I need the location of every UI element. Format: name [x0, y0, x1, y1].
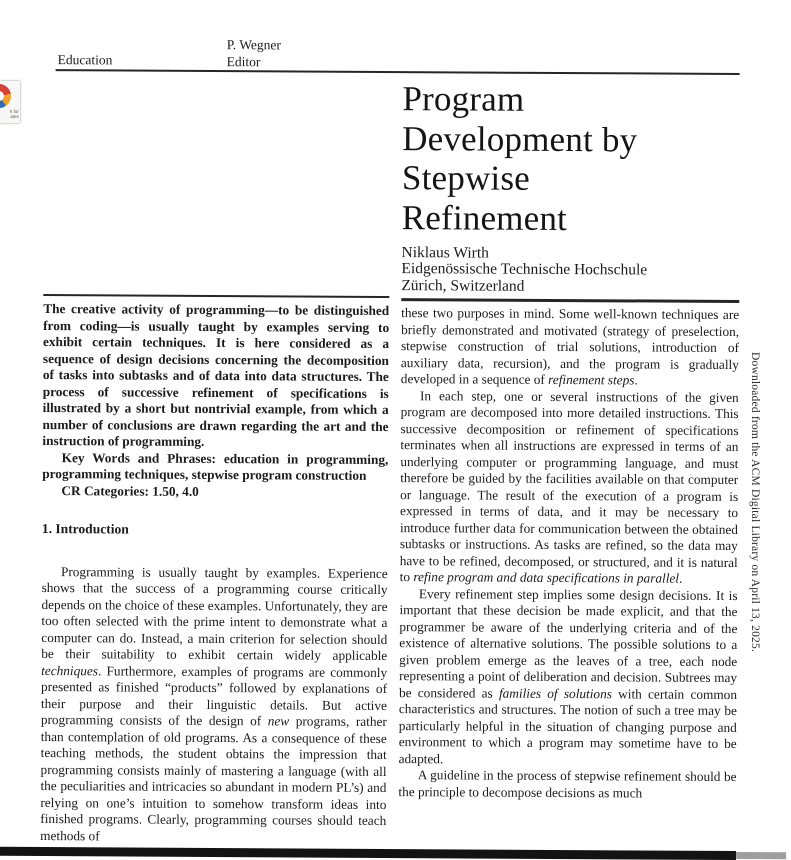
- text-segment: refine program and data specifications in parallel: [413, 569, 680, 586]
- left-column: [40, 301, 389, 846]
- crossmark-label-line-1: k for: [10, 109, 19, 115]
- crossmark-label-line-2: ates: [10, 114, 19, 120]
- article-title: [402, 79, 743, 239]
- text-segment: with certain common characteristics and structures. The notion of such a tree may be particularly helpful in the situation of changing purpose and environment to which a program may sometime have to be adapted.: [398, 685, 738, 766]
- text-segment: . Furthermore, examples of programs are commonly presented as finished “products” followed by explanations of their purpose and their linguistic details. But active programming consists of the design of: [40, 662, 388, 729]
- section-label: Education: [57, 52, 113, 68]
- left-column-rule: [43, 294, 389, 298]
- crossmark-logo-icon: [0, 84, 11, 108]
- text-segment: Key Words and Phrases: education in programming, programming techniques, stepwise program construction: [42, 449, 389, 483]
- title-line: Development by: [402, 118, 638, 159]
- affiliation-line-2: Zürich, Switzerland: [401, 276, 525, 295]
- paragraph: [40, 564, 388, 846]
- paragraph: [42, 450, 388, 485]
- text-segment: new: [267, 713, 290, 729]
- text-segment: A guideline in the process of stepwise refinement should be the principle to decompose decisions as much: [398, 767, 737, 800]
- editor-title: Editor: [226, 54, 261, 70]
- paragraph: [401, 305, 739, 389]
- page-bottom-edge: [0, 847, 736, 860]
- header-rule: [56, 69, 740, 75]
- crossmark-label: [10, 110, 19, 120]
- next-page-edge: [736, 852, 786, 859]
- right-column-rule: [401, 298, 739, 303]
- editor-block: [227, 36, 281, 70]
- editor-name: P. Wegner: [226, 37, 281, 53]
- author-name: Niklaus Wirth: [401, 244, 489, 262]
- text-segment: In each step, one or several instructions of the given program are decomposed into more detailed instructions. This successive decomposition or refinement of specifications terminates when all instructions are expressed in terms of an underlying computer or programming language, and must therefore be guided by the facilities available on that computer or language. The result of the execution of a program is expressed in terms of data, and it may be necessary to introduce further data for communication between the obtained subtasks or instructions. As tasks are refined, so the data may have to be refined, decomposed, or structured, and it is natural to: [399, 387, 739, 585]
- paragraph: [399, 586, 738, 769]
- text-segment: these two purposes in mind. Some well-known techniques are briefly demonstrated and motivated (strategy of preselection, stepwise construction of trial solutions, introduction of auxiliary data, recursion), and the program is gradually developed in a sequence of: [400, 305, 740, 387]
- paragraph: [42, 483, 388, 501]
- text-segment: .: [634, 372, 638, 388]
- section-heading: 1. Introduction: [41, 521, 129, 537]
- text-segment: programs, rather than contemplation of old programs. As a consequence of these teaching methods, the student obtains the impression that programming consists mainly of mastering a language (with all the peculiarities and intricacies so abundant in modern PL’s) and relying on one’s intuition to somehow transform ideas into finished programs. Clearly, programming courses should teach methods of: [40, 713, 387, 843]
- text-segment: The creative activity of programming—to be distinguished from coding—is usually taught by examples serving to exhibit certain techniques. It is here considered as a sequence of design decisions concerning the decomposition of tasks into subtasks and of data into data structures. The process of successive refinement of specifications is illustrated by a short but nontrivial example, from which a number of conclusions are drawn regarding the art and the instruction of programming.: [42, 301, 390, 449]
- title-line: Program: [402, 79, 525, 119]
- text-segment: .: [678, 570, 683, 586]
- download-watermark: Downloaded from the ACM Digital Library on April 13, 2025.: [749, 352, 761, 653]
- text-segment: Every refinement step implies some design decisions. It is important that these decision be made explicit, and that the programmer be aware of the underlying criteria and of the existence of alternative solutions. The possible solutions to a given problem emerge as the leaves of a tree, each node representing a point of deliberation and decision. Subtrees may be considered as: [398, 585, 738, 701]
- affiliation-line-1: Eidgenössische Technische Hochschule: [401, 260, 648, 279]
- title-line: Refinement: [401, 197, 568, 238]
- text-segment: families of solutions: [498, 685, 612, 701]
- right-column: [398, 305, 739, 802]
- title-line: Stepwise: [401, 158, 531, 198]
- text-segment: techniques: [41, 662, 99, 678]
- left-column-body: [40, 564, 388, 846]
- text-segment: refinement steps: [548, 371, 635, 388]
- text-segment: Programming is usually taught by examples. Experience shows that the success of a programming course critically depends on the choice of these examples. Unfortunately, they are too often selected with the prime intent to demonstrate what a computer can do. Instead, a main criterion for selection should be their suitability to exhibit certain widely applicable: [41, 563, 388, 664]
- abstract: [42, 301, 389, 501]
- title-block: [401, 79, 742, 296]
- check-for-updates-badge[interactable]: [0, 81, 20, 123]
- paragraph: [400, 388, 739, 588]
- text-segment: CR Categories: 1.50, 4.0: [61, 482, 199, 499]
- paragraph: [42, 301, 389, 451]
- paragraph: [398, 767, 736, 802]
